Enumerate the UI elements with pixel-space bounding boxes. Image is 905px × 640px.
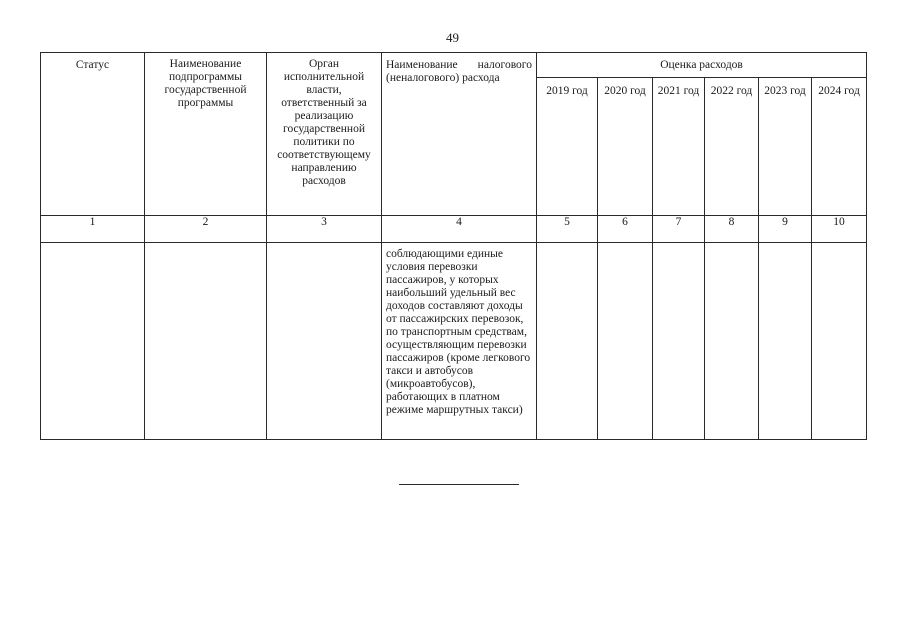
cell-expense-text: соблюдающими единые условия перевозки пассажиров, у которых наибольший удельный вес доходов составляют доходы от пассажирских перевозок, по транспортным средствам, осуществляющим перевозки пассажиров (кроме легкового такси и автобусов (микроавтобусов), работающих в платном режиме маршрутных такси) — [382, 243, 537, 440]
cell-2024 — [812, 243, 867, 440]
cell-subprogram — [145, 243, 267, 440]
cell-2023 — [759, 243, 812, 440]
header-year-2019: 2019 год — [537, 78, 598, 216]
col-number-2: 2 — [145, 216, 267, 243]
header-year-2022: 2022 год — [705, 78, 759, 216]
header-year-2021: 2021 год — [653, 78, 705, 216]
header-year-2023: 2023 год — [759, 78, 812, 216]
col-number-5: 5 — [537, 216, 598, 243]
col-number-9: 9 — [759, 216, 812, 243]
header-subprogram — [145, 53, 267, 216]
header-year-2024: 2024 год — [812, 78, 867, 216]
cell-2020 — [598, 243, 653, 440]
header-year-2020: 2020 год — [598, 78, 653, 216]
cell-2019 — [537, 243, 598, 440]
header-expense-name: Наименование налогового (неналогового) расхода — [382, 53, 537, 216]
cell-2021 — [653, 243, 705, 440]
col-number-6: 6 — [598, 216, 653, 243]
page-number: 49 — [446, 30, 459, 45]
table-row — [41, 243, 867, 440]
header-subprogram-text: Наименование подпрограммы государственной программы — [164, 58, 247, 109]
column-number-row — [41, 216, 867, 243]
header-authority-text: Орган исполнительной власти, ответственный за реализацию государственной политики по соответствующему направлению расходов — [277, 58, 371, 187]
col-number-10: 10 — [812, 216, 867, 243]
col-number-8: 8 — [705, 216, 759, 243]
cell-2022 — [705, 243, 759, 440]
header-status: Статус — [41, 53, 145, 216]
header-authority — [267, 53, 382, 216]
footnote-separator — [399, 484, 519, 485]
cell-status — [41, 243, 145, 440]
cell-authority — [267, 243, 382, 440]
col-number-3: 3 — [267, 216, 382, 243]
col-number-4: 4 — [382, 216, 537, 243]
header-row-1 — [41, 53, 867, 78]
expense-table — [40, 52, 867, 440]
col-number-7: 7 — [653, 216, 705, 243]
col-number-1: 1 — [41, 216, 145, 243]
header-estimate: Оценка расходов — [537, 53, 867, 78]
